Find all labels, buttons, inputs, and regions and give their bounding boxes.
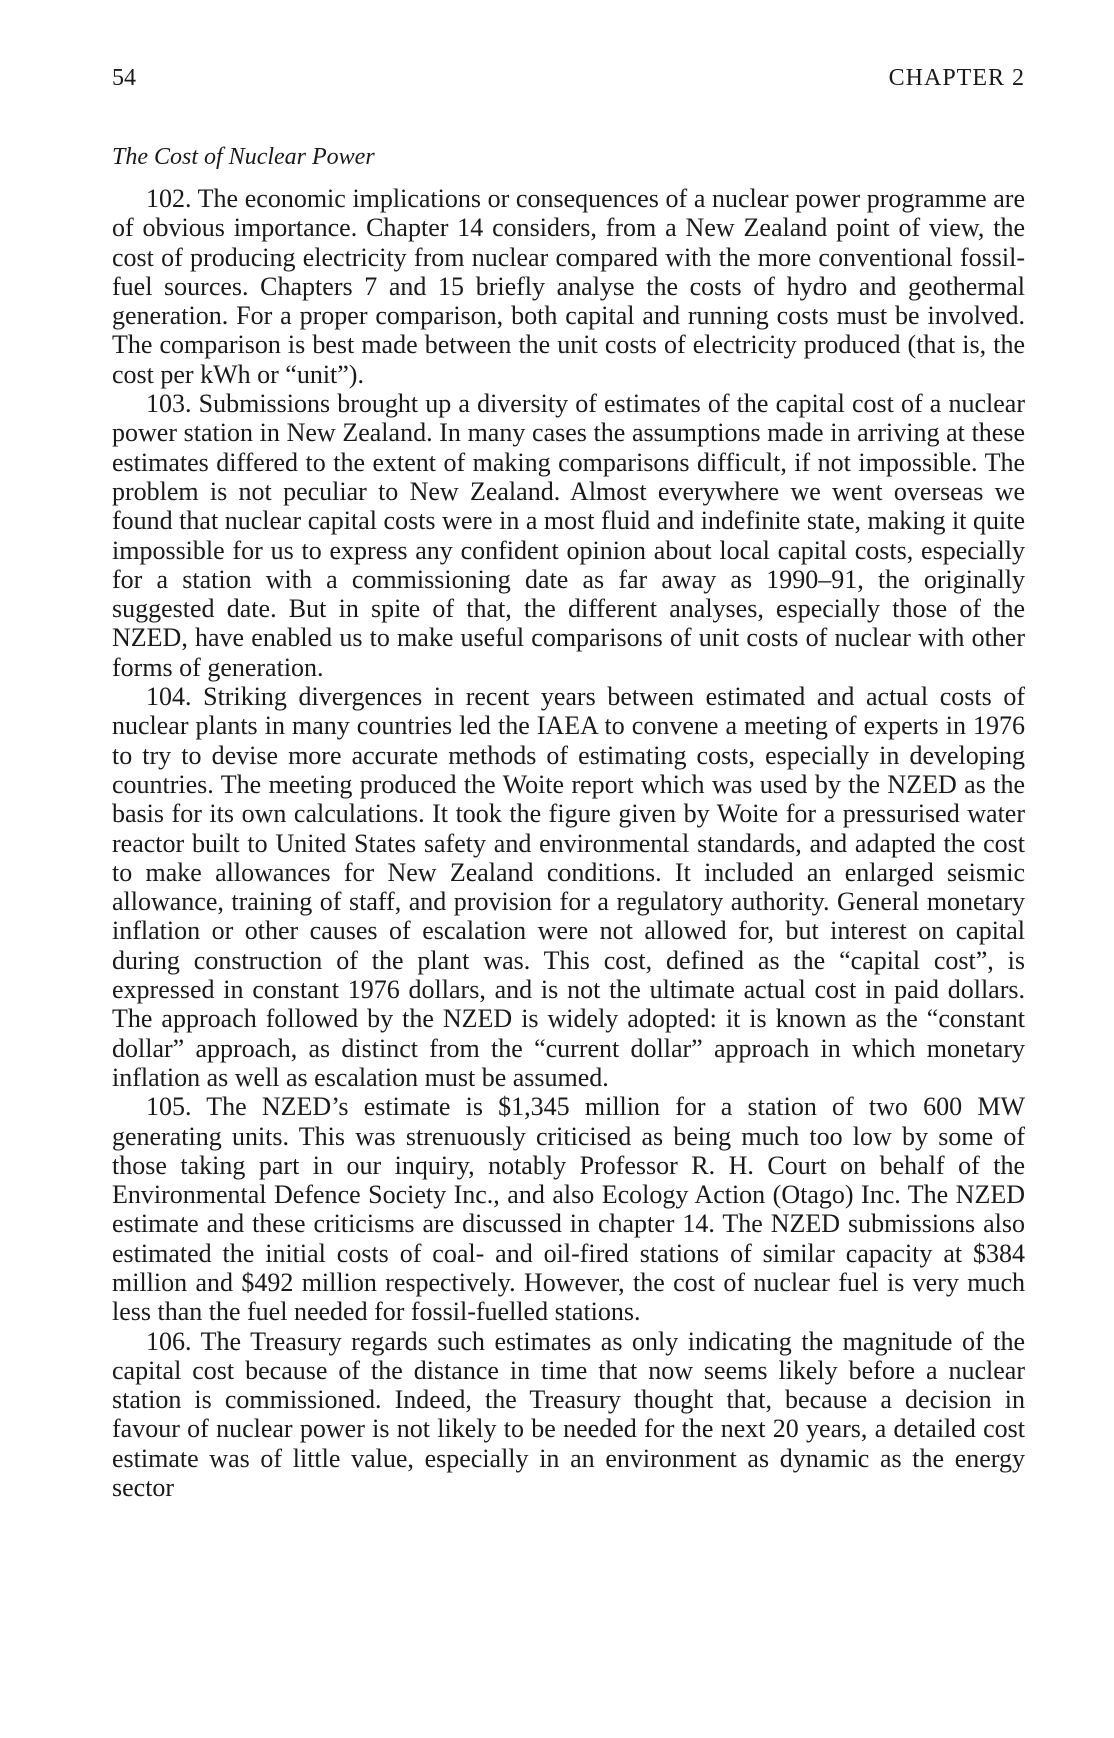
section-title: The Cost of Nuclear Power: [112, 144, 375, 170]
paragraph-102: 102. The economic implications or consequences of a nuclear power programme are of obvious importance. Chapter 14 considers, from a New Zealand point of view, the cost of producing electricity from nuclear compared with the more conventional fossil-fuel sources. Chapters 7 and 15 briefly analyse the costs of hydro and geothermal generation. For a proper comparison, both capital and running costs must be involved. The comparison is best made between the unit costs of electricity produced (that is, the cost per kWh or “unit”).: [112, 184, 1025, 389]
paragraph-106: 106. The Treasury regards such estimates as only indicating the magnitude of the capital cost because of the distance in time that now seems likely before a nuclear station is commissioned. Indeed, the Treasury thought that, because a decision in favour of nuclear power is not likely to be needed for the next 20 years, a detailed cost estimate was of little value, especially in an environment as dynamic as the energy sector: [112, 1326, 1025, 1503]
paragraph-104: 104. Striking divergences in recent years between estimated and actual costs of nuclear plants in many countries led the IAEA to convene a meeting of experts in 1976 to try to devise more accurate methods of estimating costs, especially in developing countries. The meeting produced the Woite report which was used by the NZED as the basis for its own calculations. It took the figure given by Woite for a pressurised water reactor built to United States safety and environmental standards, and adapted the cost to make allowances for New Zealand conditions. It included an enlarged seismic allowance, training of staff, and provision for a regulatory authority. General monetary inflation or other causes of escalation were not allowed for, but interest on capital during construction of the plant was. This cost, defined as the “capital cost”, is expressed in constant 1976 dollars, and is not the ultimate actual cost in paid dollars. The approach followed by the NZED is widely adopted: it is known as the “constant dollar” approach, as distinct from the “current dollar” approach in which monetary inflation as well as escalation must be assumed.: [112, 682, 1025, 1092]
body-text: [112, 184, 1025, 1502]
paragraph-103: 103. Submissions brought up a diversity of estimates of the capital cost of a nuclear power station in New Zealand. In many cases the assumptions made in arriving at these estimates differed to the extent of making comparisons difficult, if not impossible. The problem is not peculiar to New Zealand. Almost everywhere we went overseas we found that nuclear capital costs were in a most fluid and indefinite state, making it quite impossible for us to express any confident opinion about local capital costs, especially for a station with a commissioning date as far away as 1990–91, the originally suggested date. But in spite of that, the different analyses, especially those of the NZED, have enabled us to make useful comparisons of unit costs of nuclear with other forms of generation.: [112, 389, 1025, 682]
running-head: [112, 60, 1025, 96]
paragraph-105: 105. The NZED’s estimate is $1,345 million for a station of two 600 MW generating units. This was strenuously criticised as being much too low by some of those taking part in our inquiry, notably Professor R. H. Court on behalf of the Environmental Defence Society Inc., and also Ecology Action (Otago) Inc. The NZED estimate and these criticisms are discussed in chapter 14. The NZED submissions also estimated the initial costs of coal- and oil-fired stations of similar capacity at $384 million and $492 million respectively. However, the cost of nuclear fuel is very much less than the fuel needed for fossil-fuelled stations.: [112, 1092, 1025, 1327]
chapter-label: CHAPTER 2: [888, 65, 1025, 91]
page-number: 54: [112, 65, 136, 91]
